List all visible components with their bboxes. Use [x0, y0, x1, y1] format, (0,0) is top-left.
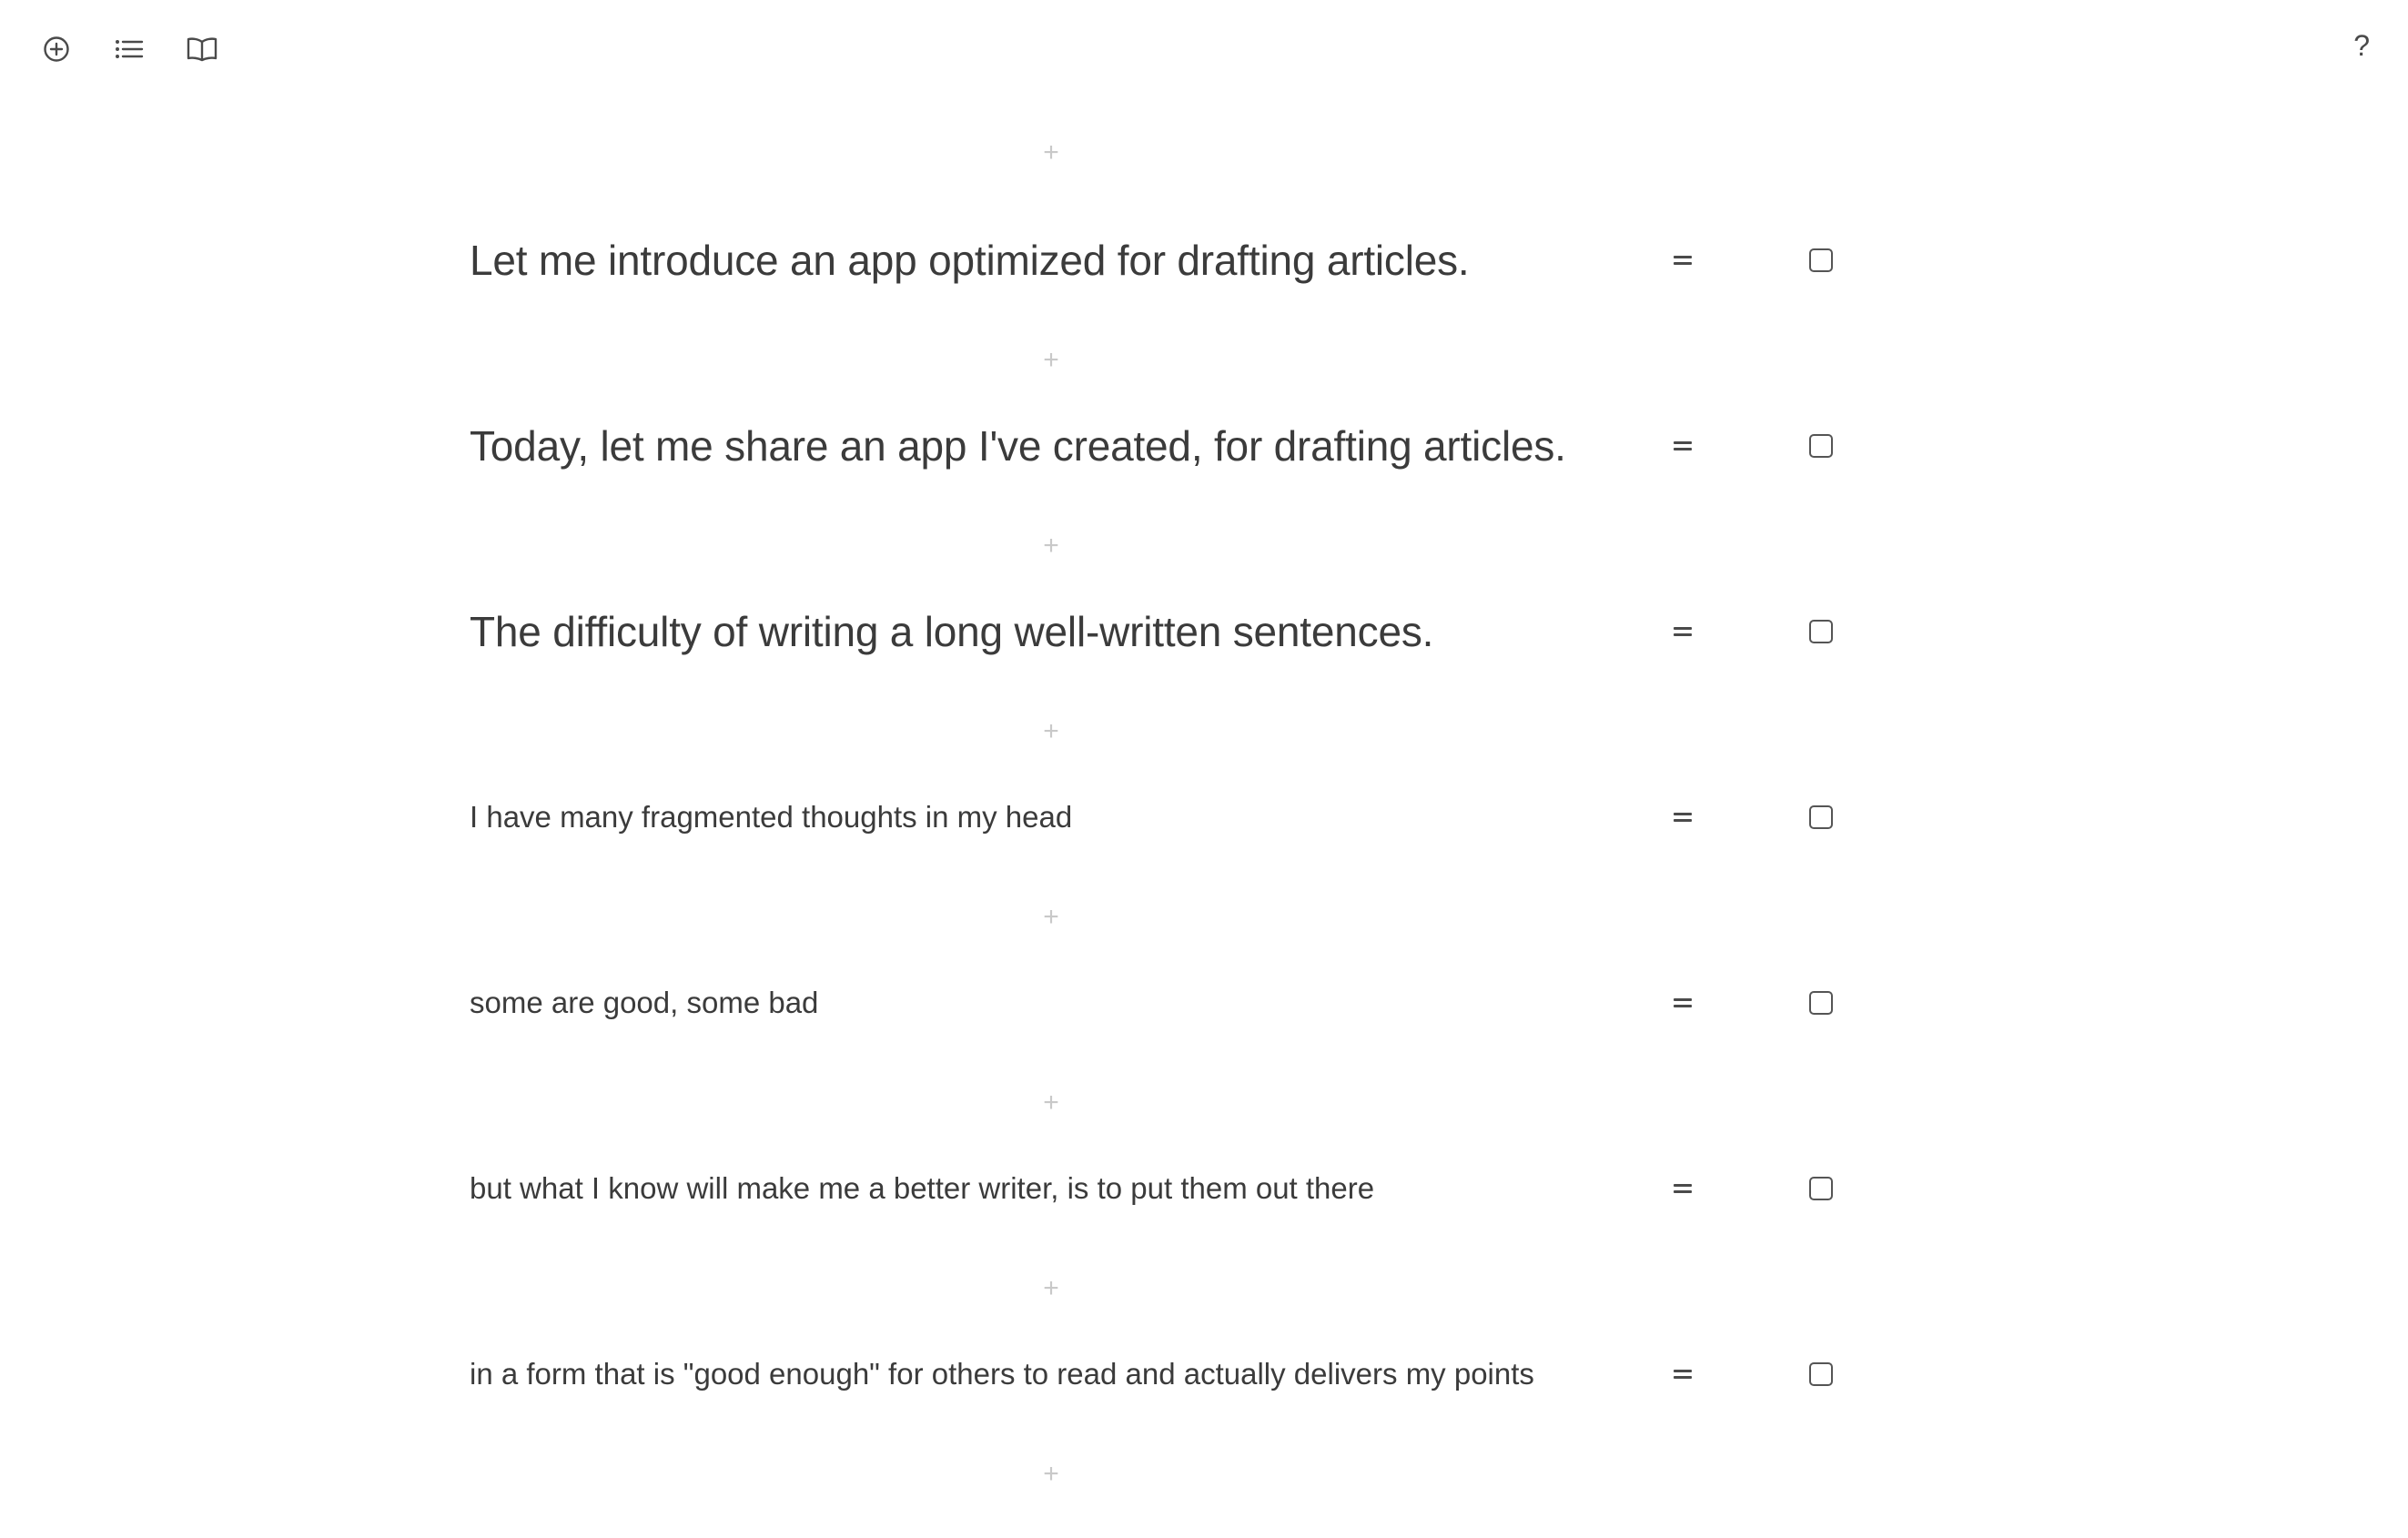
list-item — [470, 966, 1853, 1039]
block-text[interactable]: I have many fragmented thoughts in my head — [470, 800, 1073, 834]
block-text[interactable]: but what I know will make me a better writer, is to put them out there — [470, 1171, 1375, 1205]
list-item — [470, 595, 1853, 668]
block-checkbox[interactable] — [1809, 805, 1833, 829]
drag-handle-icon[interactable] — [1671, 1179, 1695, 1198]
insert-block-button[interactable]: + — [1043, 716, 1059, 746]
list-item — [470, 1338, 1853, 1411]
list-item — [470, 1152, 1853, 1225]
drag-handle-icon[interactable] — [1671, 808, 1695, 826]
block-checkbox[interactable] — [1809, 434, 1833, 458]
read-mode-button[interactable] — [186, 33, 218, 66]
insert-block-button[interactable]: + — [1043, 531, 1059, 561]
insert-block-button[interactable]: + — [1043, 902, 1059, 932]
insert-block-button[interactable]: + — [1043, 137, 1059, 167]
block-text[interactable]: in a form that is "good enough" for others to read and actually delivers my points — [470, 1357, 1534, 1391]
list-item — [470, 224, 1853, 297]
drag-handle-icon[interactable] — [1671, 622, 1695, 641]
drag-handle-icon[interactable] — [1671, 251, 1695, 269]
drag-handle-icon[interactable] — [1671, 994, 1695, 1012]
block-checkbox[interactable] — [1809, 1177, 1833, 1200]
help-button[interactable]: ? — [2353, 29, 2370, 62]
list-item — [470, 781, 1853, 854]
insert-block-button[interactable]: + — [1043, 1088, 1059, 1118]
drag-handle-icon[interactable] — [1671, 1365, 1695, 1383]
block-text[interactable]: Let me introduce an app optimized for drafting articles. — [470, 237, 1470, 284]
book-icon — [187, 36, 218, 62]
add-block-button[interactable] — [40, 33, 73, 66]
block-text[interactable]: some are good, some bad — [470, 986, 819, 1019]
outline-button[interactable] — [113, 33, 146, 66]
plus-circle-icon — [43, 35, 70, 63]
block-checkbox[interactable] — [1809, 248, 1833, 272]
list-icon — [115, 37, 144, 61]
block-checkbox[interactable] — [1809, 620, 1833, 643]
drag-handle-icon[interactable] — [1671, 437, 1695, 455]
list-item — [470, 410, 1853, 482]
block-checkbox[interactable] — [1809, 991, 1833, 1015]
block-text[interactable]: The difficulty of writing a long well-written sentences. — [470, 608, 1434, 655]
insert-block-button[interactable]: + — [1043, 1459, 1059, 1489]
toolbar — [40, 33, 218, 66]
block-checkbox[interactable] — [1809, 1362, 1833, 1386]
insert-block-button[interactable]: + — [1043, 1273, 1059, 1303]
block-text[interactable]: Today, let me share an app I've created, for drafting articles. — [470, 422, 1566, 470]
insert-block-button[interactable]: + — [1043, 345, 1059, 375]
